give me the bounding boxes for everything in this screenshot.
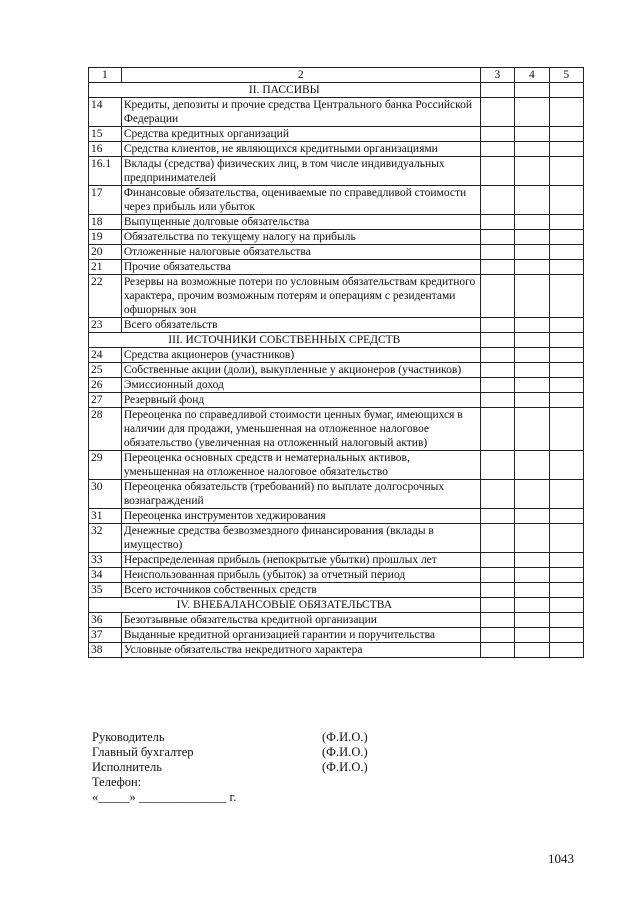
row-label: Средства клиентов, не являющихся кредитными организациями bbox=[121, 142, 480, 157]
row-number: 16 bbox=[89, 142, 122, 157]
row-label: Вклады (средства) физических лиц, в том числе индивидуальных предпринимателей bbox=[121, 157, 480, 186]
table-row bbox=[89, 583, 584, 598]
executor-label: Исполнитель bbox=[92, 760, 162, 774]
table-row bbox=[89, 186, 584, 215]
row-label: Всего обязательств bbox=[121, 318, 480, 333]
section-title: III. ИСТОЧНИКИ СОБСТВЕННЫХ СРЕДСТВ bbox=[89, 333, 481, 348]
table-row bbox=[89, 628, 584, 643]
row-number: 25 bbox=[89, 363, 122, 378]
table-row bbox=[89, 363, 584, 378]
table-row bbox=[89, 378, 584, 393]
section-row-liabilities bbox=[89, 83, 584, 98]
row-number: 35 bbox=[89, 583, 122, 598]
row-number: 28 bbox=[89, 408, 122, 451]
executor-fio: (Ф.И.О.) bbox=[322, 760, 368, 774]
row-number: 34 bbox=[89, 568, 122, 583]
row-number: 24 bbox=[89, 348, 122, 363]
table-row bbox=[89, 215, 584, 230]
row-number: 21 bbox=[89, 260, 122, 275]
row-number: 26 bbox=[89, 378, 122, 393]
row-label: Средства акционеров (участников) bbox=[121, 348, 480, 363]
row-label: Переоценка по справедливой стоимости ценных бумаг, имеющихся в наличии для продажи, уменьшенная на отложенное налоговое обязательство (увеличенная на отложенный налоговый актив) bbox=[121, 408, 480, 451]
row-number: 19 bbox=[89, 230, 122, 245]
row-label: Безотзывные обязательства кредитной организации bbox=[121, 613, 480, 628]
section-row-off-balance bbox=[89, 598, 584, 613]
table-row bbox=[89, 260, 584, 275]
table-row bbox=[89, 643, 584, 658]
section-title: II. ПАССИВЫ bbox=[89, 83, 481, 98]
table-row bbox=[89, 142, 584, 157]
row-number: 33 bbox=[89, 553, 122, 568]
table-row bbox=[89, 613, 584, 628]
col-header-1: 1 bbox=[89, 68, 122, 83]
chief-accountant-label: Главный бухгалтер bbox=[92, 745, 194, 759]
date-line: «_____» ______________ г. bbox=[92, 790, 237, 804]
table-row bbox=[89, 275, 584, 318]
section-row-equity bbox=[89, 333, 584, 348]
table-row bbox=[89, 157, 584, 186]
row-number: 20 bbox=[89, 245, 122, 260]
table-row bbox=[89, 230, 584, 245]
section-title: IV. ВНЕБАЛАНСОВЫЕ ОБЯЗАТЕЛЬСТВА bbox=[89, 598, 481, 613]
row-number: 17 bbox=[89, 186, 122, 215]
col-header-3: 3 bbox=[480, 68, 514, 83]
row-label: Прочие обязательства bbox=[121, 260, 480, 275]
row-label: Финансовые обязательства, оцениваемые по справедливой стоимости через прибыль или убыток bbox=[121, 186, 480, 215]
balance-sheet-table bbox=[88, 67, 584, 658]
row-number: 36 bbox=[89, 613, 122, 628]
table-row bbox=[89, 348, 584, 363]
row-label: Условные обязательства некредитного характера bbox=[121, 643, 480, 658]
table-row bbox=[89, 509, 584, 524]
head-label: Руководитель bbox=[92, 730, 165, 744]
row-label: Денежные средства безвозмездного финансирования (вклады в имущество) bbox=[121, 524, 480, 553]
table-row bbox=[89, 408, 584, 451]
col-header-2: 2 bbox=[121, 68, 480, 83]
row-number: 22 bbox=[89, 275, 122, 318]
col-header-5: 5 bbox=[549, 68, 583, 83]
row-number: 23 bbox=[89, 318, 122, 333]
chief-accountant-fio: (Ф.И.О.) bbox=[322, 745, 368, 759]
row-label: Переоценка основных средств и нематериальных активов, уменьшенная на отложенное налоговое обязательство bbox=[121, 451, 480, 480]
col-header-4: 4 bbox=[515, 68, 549, 83]
row-label: Всего источников собственных средств bbox=[121, 583, 480, 598]
row-label: Резервы на возможные потери по условным обязательствам кредитного характера, прочим возможным потерям и операциям с резидентами офшорных зон bbox=[121, 275, 480, 318]
row-label: Переоценка инструментов хеджирования bbox=[121, 509, 480, 524]
table-row bbox=[89, 318, 584, 333]
row-number: 29 bbox=[89, 451, 122, 480]
signature-block bbox=[92, 730, 368, 805]
row-number: 18 bbox=[89, 215, 122, 230]
table-row bbox=[89, 524, 584, 553]
row-number: 38 bbox=[89, 643, 122, 658]
table-row bbox=[89, 480, 584, 509]
row-number: 31 bbox=[89, 509, 122, 524]
row-label: Кредиты, депозиты и прочие средства Центрального банка Российской Федерации bbox=[121, 98, 480, 127]
row-number: 27 bbox=[89, 393, 122, 408]
table-row bbox=[89, 245, 584, 260]
row-label: Обязательства по текущему налогу на прибыль bbox=[121, 230, 480, 245]
table-row bbox=[89, 127, 584, 142]
row-number: 37 bbox=[89, 628, 122, 643]
row-label: Эмиссионный доход bbox=[121, 378, 480, 393]
table-header-row bbox=[89, 68, 584, 83]
row-label: Собственные акции (доли), выкупленные у акционеров (участников) bbox=[121, 363, 480, 378]
phone-label: Телефон: bbox=[92, 775, 142, 789]
row-number: 30 bbox=[89, 480, 122, 509]
row-number: 15 bbox=[89, 127, 122, 142]
row-label: Выданные кредитной организацией гарантии и поручительства bbox=[121, 628, 480, 643]
head-fio: (Ф.И.О.) bbox=[322, 730, 368, 744]
row-number: 32 bbox=[89, 524, 122, 553]
table-row bbox=[89, 553, 584, 568]
row-label: Средства кредитных организаций bbox=[121, 127, 480, 142]
row-label: Резервный фонд bbox=[121, 393, 480, 408]
row-label: Отложенные налоговые обязательства bbox=[121, 245, 480, 260]
table-row bbox=[89, 98, 584, 127]
table-row bbox=[89, 451, 584, 480]
table-row bbox=[89, 393, 584, 408]
row-label: Неиспользованная прибыль (убыток) за отчетный период bbox=[121, 568, 480, 583]
row-label: Выпущенные долговые обязательства bbox=[121, 215, 480, 230]
row-label: Переоценка обязательств (требований) по выплате долгосрочных вознаграждений bbox=[121, 480, 480, 509]
row-label: Нераспределенная прибыль (непокрытые убытки) прошлых лет bbox=[121, 553, 480, 568]
row-number: 14 bbox=[89, 98, 122, 127]
table-row bbox=[89, 568, 584, 583]
row-number: 16.1 bbox=[89, 157, 122, 186]
page-number: 1043 bbox=[548, 851, 574, 866]
